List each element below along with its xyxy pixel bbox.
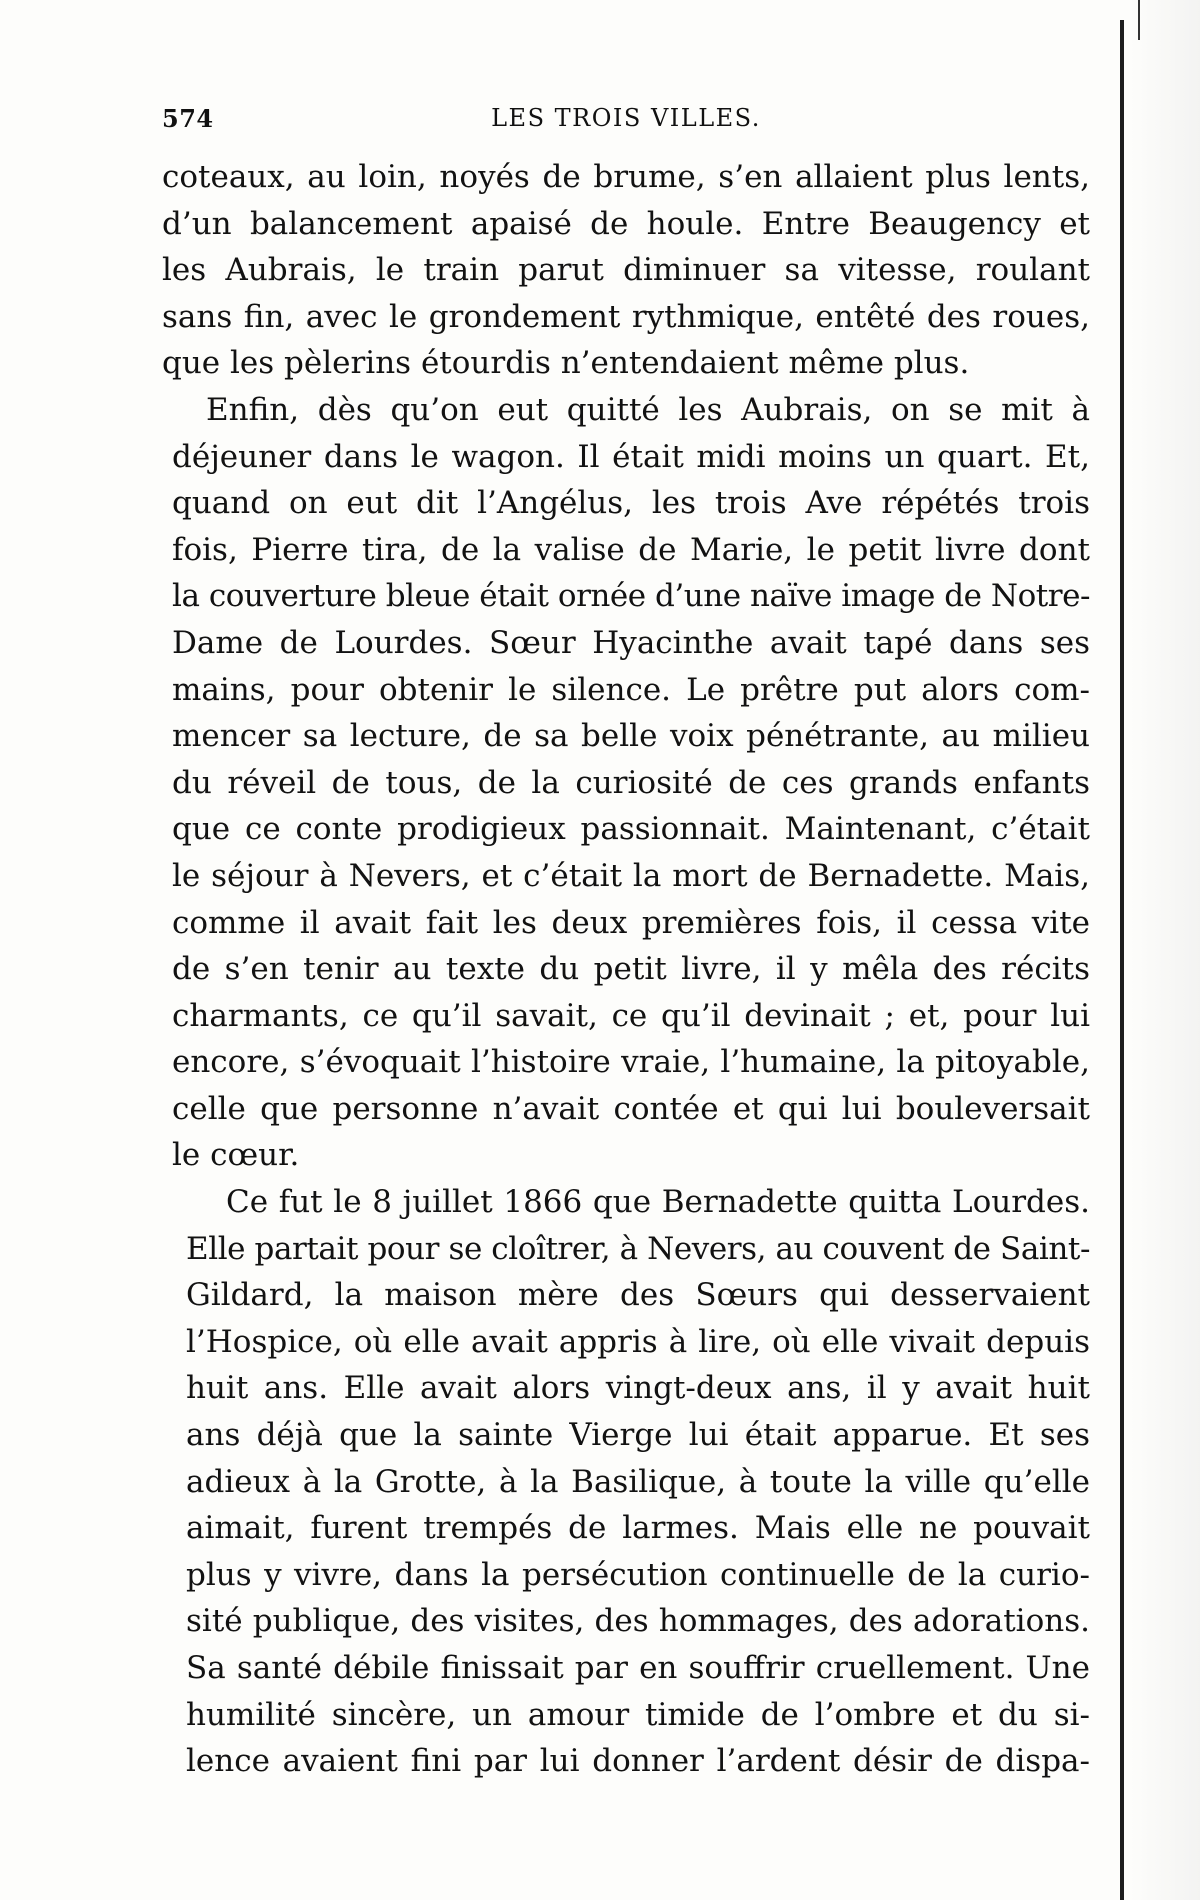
body-text <box>162 154 1090 1785</box>
text-line: Ce fut le 8 juillet 1866 que Bernadette quitta Lourdes. <box>226 1184 1090 1221</box>
text-line: le séjour à Nevers, et c’était la mort de Bernadette. Mais, <box>172 857 1090 894</box>
text-line: Elle partait pour se cloîtrer, à Nevers, au couvent de Saint- <box>186 1230 1090 1267</box>
text-line: Enfin, dès qu’on eut quitté les Aubrais, on se mit à <box>206 391 1090 428</box>
text-line: encore, s’évoquait l’histoire vraie, l’humaine, la pitoyable, <box>172 1044 1090 1081</box>
text-line: sité publique, des visites, des hommages, des adorations. <box>186 1603 1090 1640</box>
paragraph-2 <box>162 387 1090 1179</box>
paragraph-1 <box>162 154 1090 387</box>
text-line: comme il avait fait les deux premières fois, il cessa vite <box>172 904 1090 941</box>
text-line: sans fin, avec le grondement rythmique, entêté des roues, <box>162 298 1090 335</box>
binding-edge-line <box>1120 20 1124 1900</box>
text-line: celle que personne n’avait contée et qui lui bouleversait <box>172 1090 1090 1127</box>
text-line: mains, pour obtenir le silence. Le prêtre put alors com- <box>172 671 1090 708</box>
running-head: LES TROIS VILLES. <box>491 104 761 132</box>
paragraph-3 <box>162 1179 1090 1785</box>
text-line: quand on eut dit l’Angélus, les trois Ave répétés trois <box>172 485 1090 522</box>
text-line: lence avaient fini par lui donner l’ardent désir de dispa- <box>186 1743 1090 1780</box>
text-line: aimait, furent trempés de larmes. Mais elle ne pouvait <box>186 1510 1090 1547</box>
page-header <box>162 104 1090 144</box>
text-line: fois, Pierre tira, de la valise de Marie, le petit livre dont <box>172 531 1090 568</box>
text-line: les Aubrais, le train parut diminuer sa vitesse, roulant <box>162 252 1090 289</box>
text-line: du réveil de tous, de la curiosité de ces grands enfants <box>172 764 1090 801</box>
text-line: Sa santé débile finissait par en souffrir cruellement. Une <box>186 1650 1090 1686</box>
page-edge-shadow <box>1130 0 1200 1900</box>
text-line: de s’en tenir au texte du petit livre, il y mêla des récits <box>172 951 1090 988</box>
text-line: Dame de Lourdes. Sœur Hyacinthe avait tapé dans ses <box>172 624 1090 661</box>
text-line: charmants, ce qu’il savait, ce qu’il devinait ; et, pour lui <box>172 997 1090 1034</box>
text-line: huit ans. Elle avait alors vingt-deux ans, il y avait huit <box>186 1370 1090 1407</box>
text-line: le cœur. <box>172 1137 300 1174</box>
text-line: d’un balancement apaisé de houle. Entre Beaugency et <box>162 205 1090 242</box>
corner-mark <box>1138 0 1140 40</box>
text-line: déjeuner dans le wagon. Il était midi moins un quart. Et, <box>172 438 1090 475</box>
text-line: l’Hospice, où elle avait appris à lire, où elle vivait depuis <box>186 1323 1090 1360</box>
text-line: que les pèlerins étourdis n’entendaient même plus. <box>162 345 970 382</box>
text-line: que ce conte prodigieux passionnait. Maintenant, c’était <box>172 811 1090 848</box>
text-line: coteaux, au loin, noyés de brume, s’en allaient plus lents, <box>162 159 1090 195</box>
text-line: Gildard, la maison mère des Sœurs qui desservaient <box>186 1277 1090 1314</box>
text-line: la couverture bleue était ornée d’une naïve image de Notre- <box>172 578 1090 615</box>
text-line: humilité sincère, un amour timide de l’ombre et du si- <box>186 1696 1090 1733</box>
text-line: plus y vivre, dans la persécution continuelle de la curio- <box>186 1556 1090 1593</box>
page-number: 574 <box>162 104 214 133</box>
text-line: ans déjà que la sainte Vierge lui était apparue. Et ses <box>186 1417 1090 1454</box>
text-line: adieux à la Grotte, à la Basilique, à toute la ville qu’elle <box>186 1463 1090 1500</box>
text-line: mencer sa lecture, de sa belle voix pénétrante, au milieu <box>172 718 1090 755</box>
